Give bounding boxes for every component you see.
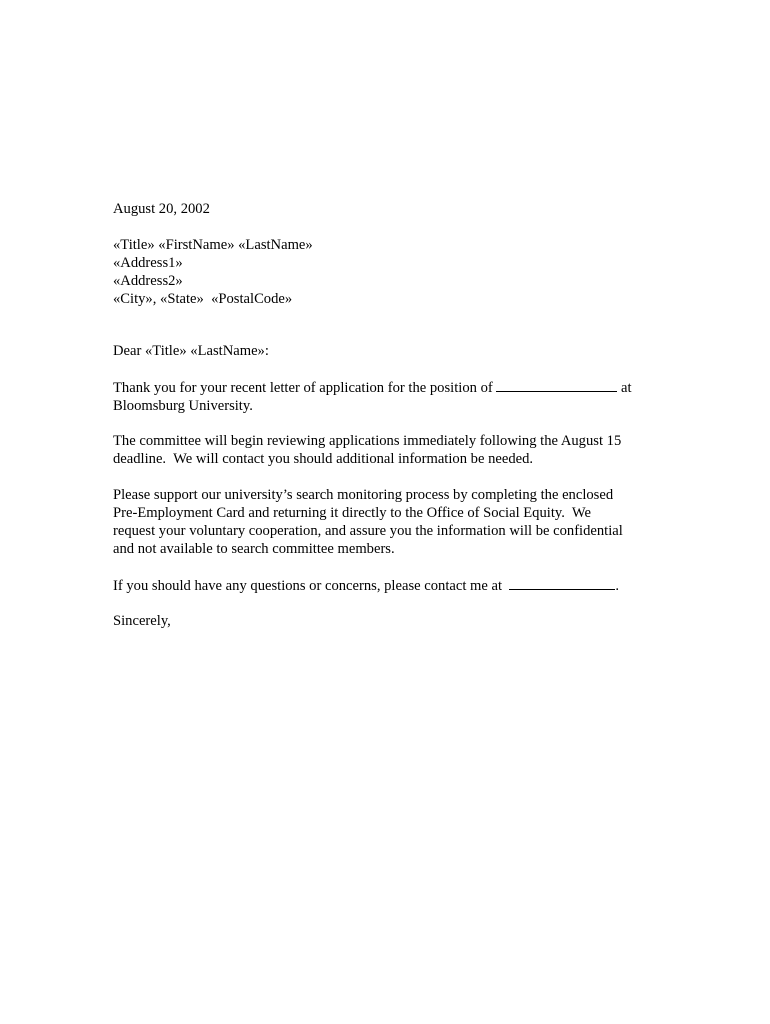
paragraph-contact-line xyxy=(113,576,673,595)
paragraph-application-line-2: Bloomsburg University. xyxy=(113,398,253,414)
paragraph-application xyxy=(113,378,673,415)
address-line-2: «Address2» xyxy=(113,273,183,289)
paragraph-committee-line-1: The committee will begin reviewing applications immediately following the August 15 xyxy=(113,433,622,449)
paragraph-monitoring xyxy=(113,486,673,558)
address-line-1: «Address1» xyxy=(113,255,183,271)
date-text: August 20, 2002 xyxy=(113,201,210,217)
paragraph-monitoring-line-3: request your voluntary cooperation, and assure you the information will be confidential xyxy=(113,523,623,539)
paragraph-monitoring-line-4: and not available to search committee members. xyxy=(113,541,395,557)
salutation xyxy=(113,342,673,360)
paragraph-committee xyxy=(113,432,673,468)
paragraph-contact xyxy=(113,576,673,595)
application-text-after: at xyxy=(617,380,632,396)
letter-date xyxy=(113,200,673,218)
closing-text: Sincerely, xyxy=(113,613,171,629)
closing xyxy=(113,612,673,630)
paragraph-application-line-1 xyxy=(113,378,673,397)
contact-text-after: . xyxy=(615,578,619,594)
contact-text-before: If you should have any questions or concerns, please contact me at xyxy=(113,578,510,594)
paragraph-monitoring-line-2: Pre-Employment Card and returning it directly to the Office of Social Equity. We xyxy=(113,505,592,521)
address-line-city: «City», «State» «PostalCode» xyxy=(113,291,293,307)
salutation-text: Dear «Title» «LastName»: xyxy=(113,343,269,359)
recipient-address xyxy=(113,236,673,308)
paragraph-committee-line-2: deadline. We will contact you should additional information be needed. xyxy=(113,451,534,467)
paragraph-monitoring-line-1: Please support our university’s search monitoring process by completing the enclosed xyxy=(113,487,614,503)
address-line-name: «Title» «FirstName» «LastName» xyxy=(113,237,313,253)
application-text-before: Thank you for your recent letter of application for the position of xyxy=(113,380,497,396)
contact-blank xyxy=(509,576,615,590)
position-blank xyxy=(496,378,617,392)
